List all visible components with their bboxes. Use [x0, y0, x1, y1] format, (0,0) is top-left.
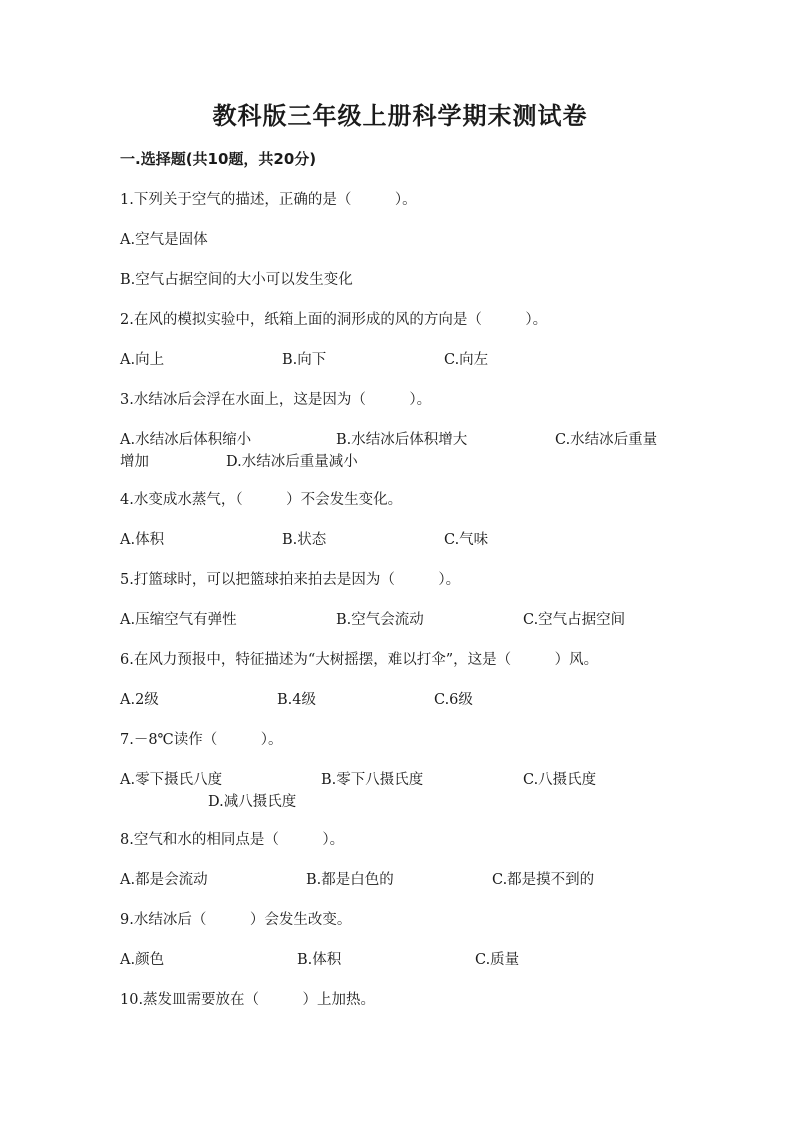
option-3c-continued: 增加: [120, 454, 149, 470]
option-2b: B.向下: [282, 352, 327, 368]
question-10: 10.蒸发皿需要放在（ ）上加热。: [120, 992, 376, 1008]
question-4: 4.水变成水蒸气，（ ）不会发生变化。: [120, 492, 403, 508]
question-5: 5.打篮球时，可以把篮球拍来拍去是因为（ ）。: [120, 572, 461, 588]
option-9b: B.体积: [297, 952, 342, 968]
option-3a: A.水结冰后体积缩小: [120, 432, 252, 448]
option-5c: C.空气占据空间: [523, 612, 626, 628]
option-4c: C.气味: [444, 532, 489, 548]
option-8a: A.都是会流动: [120, 872, 208, 888]
option-1a: A.空气是固体: [120, 232, 208, 248]
option-5b: B.空气会流动: [336, 612, 424, 628]
option-9c: C.质量: [475, 952, 520, 968]
option-7d: D.减八摄氏度: [208, 794, 297, 810]
question-9: 9.水结冰后（ ）会发生改变。: [120, 912, 352, 928]
question-8: 8.空气和水的相同点是（ ）。: [120, 832, 345, 848]
page-title: 教科版三年级上册科学期末测试卷: [212, 102, 588, 130]
option-8c: C.都是摸不到的: [492, 872, 595, 888]
option-4b: B.状态: [282, 532, 327, 548]
option-8b: B.都是白色的: [306, 872, 394, 888]
question-3: 3.水结冰后会浮在水面上，这是因为（ ）。: [120, 392, 432, 408]
option-1b: B.空气占据空间的大小可以发生变化: [120, 272, 353, 288]
option-9a: A.颜色: [120, 952, 165, 968]
option-3b: B.水结冰后体积增大: [336, 432, 468, 448]
option-6c: C.6级: [434, 692, 473, 708]
option-7a: A.零下摄氏八度: [120, 772, 223, 788]
question-6: 6.在风力预报中，特征描述为“大树摇摆，难以打伞”，这是（ ）风。: [120, 652, 599, 668]
option-3c: C.水结冰后重量: [555, 432, 658, 448]
option-2a: A.向上: [120, 352, 165, 368]
question-7: 7.－8℃读作（ ）。: [120, 732, 283, 748]
option-4a: A.体积: [120, 532, 165, 548]
option-5a: A.压缩空气有弹性: [120, 612, 237, 628]
section-heading: 一.选择题(共10题，共20分): [120, 150, 317, 168]
option-2c: C.向左: [444, 352, 489, 368]
question-2: 2.在风的模拟实验中，纸箱上面的洞形成的风的方向是（ ）。: [120, 312, 548, 328]
option-7b: B.零下八摄氏度: [321, 772, 424, 788]
option-6b: B.4级: [277, 692, 316, 708]
option-3d: D.水结冰后重量减小: [226, 454, 358, 470]
question-1: 1.下列关于空气的描述，正确的是（ ）。: [120, 192, 417, 208]
option-7c: C.八摄氏度: [523, 772, 597, 788]
option-6a: A.2级: [120, 692, 159, 708]
